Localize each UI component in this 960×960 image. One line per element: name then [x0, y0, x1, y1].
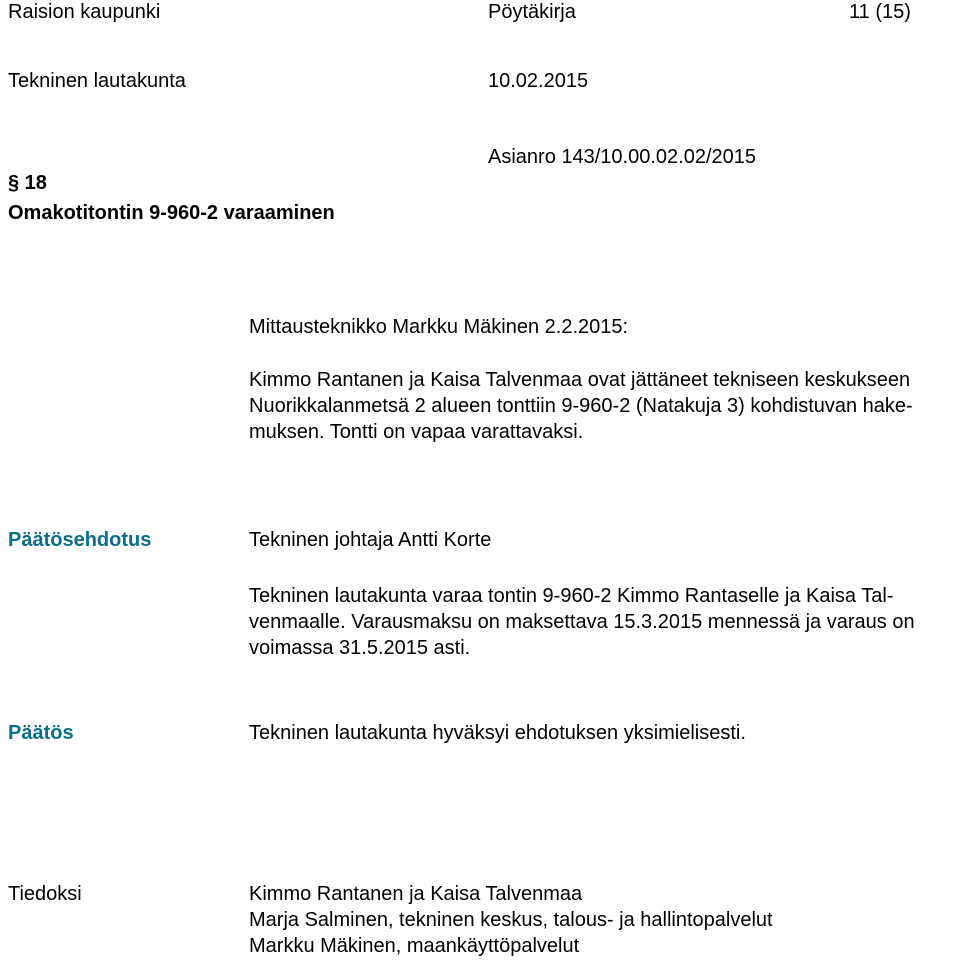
proposal-line: Tekninen lautakunta varaa tontin 9-960-2 Kimmo Rantaselle ja Kaisa Tal-	[249, 585, 894, 607]
distribution-list	[249, 881, 773, 959]
distribution-label: Tiedoksi	[8, 883, 82, 905]
proposer: Tekninen johtaja Antti Korte	[249, 529, 492, 551]
recipient: Markku Mäkinen, maankäyttöpalvelut	[249, 935, 580, 957]
section-number: § 18	[8, 172, 47, 194]
proposal-line: venmaalle. Varausmaksu on maksettava 15.3.2015 mennessä ja varaus on	[249, 611, 915, 633]
preparation-author: Mittausteknikko Markku Mäkinen 2.2.2015:	[249, 316, 629, 338]
recipient: Marja Salminen, tekninen keskus, talous- ja hallintopalvelut	[249, 909, 773, 931]
preparation-line: muksen. Tontti on vapaa varattavaksi.	[249, 421, 584, 443]
committee-name: Tekninen lautakunta	[8, 70, 186, 92]
preparation-text	[249, 367, 913, 445]
organization-name: Raision kaupunki	[8, 1, 161, 23]
proposal-line: voimassa 31.5.2015 asti.	[249, 637, 471, 659]
page-title: Omakotitontin 9-960-2 varaaminen	[8, 202, 335, 224]
decision-text: Tekninen lautakunta hyväksyi ehdotuksen yksimielisesti.	[249, 722, 746, 744]
page-number: 11 (15)	[849, 1, 911, 23]
preparation-line: Nuorikkalanmetsä 2 alueen tonttiin 9-960-2 (Natakuja 3) kohdistuvan hake-	[249, 395, 913, 417]
proposal-text	[249, 583, 915, 661]
case-number: Asianro 143/10.00.02.02/2015	[488, 146, 756, 168]
proposal-label: Päätösehdotus	[8, 529, 152, 551]
preparation-line: Kimmo Rantanen ja Kaisa Talvenmaa ovat jättäneet tekniseen keskukseen	[249, 369, 911, 391]
recipient: Kimmo Rantanen ja Kaisa Talvenmaa	[249, 883, 583, 905]
meeting-date: 10.02.2015	[488, 70, 589, 92]
decision-label: Päätös	[8, 722, 74, 744]
document-type: Pöytäkirja	[488, 1, 576, 23]
